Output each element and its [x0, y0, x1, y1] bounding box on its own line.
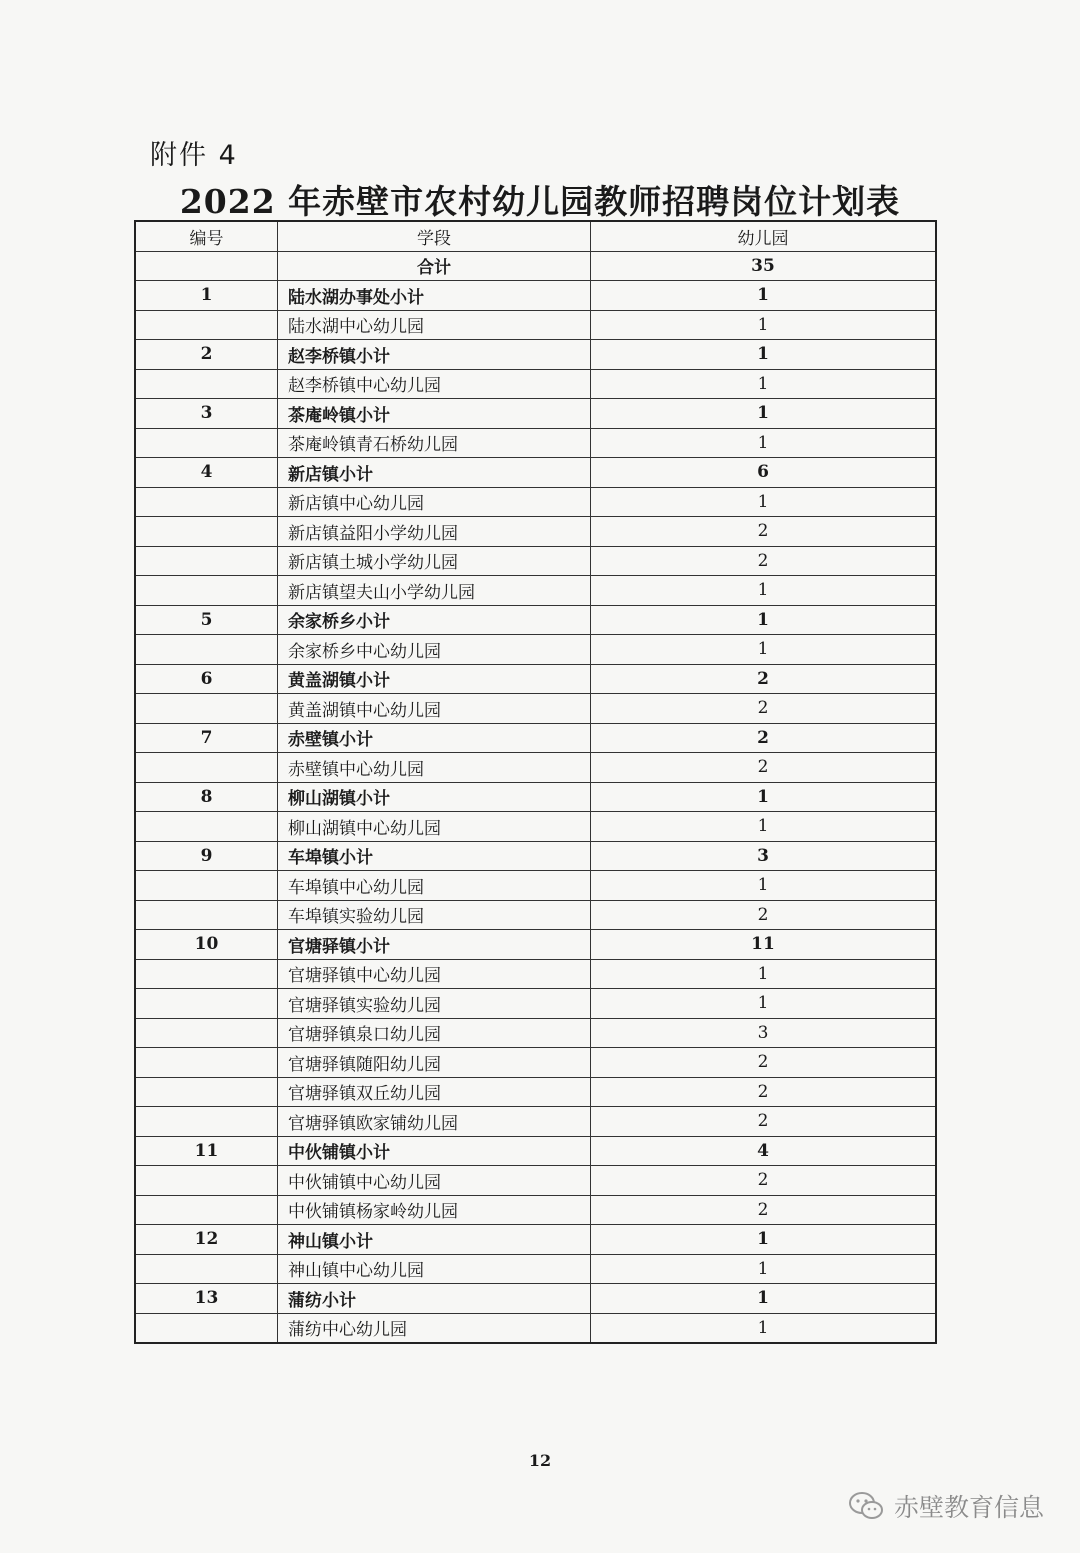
- table-row: [135, 1018, 936, 1048]
- row-number: [135, 1048, 278, 1078]
- subtotal-row: [135, 930, 936, 960]
- watermark-text: 赤壁教育信息: [893, 1493, 1044, 1522]
- row-value: 1: [591, 1284, 937, 1314]
- subtotal-row: [135, 605, 936, 635]
- row-value: 1: [591, 1225, 937, 1255]
- row-value: 2: [591, 517, 937, 547]
- row-number: [135, 871, 278, 901]
- row-value: 1: [591, 1313, 937, 1343]
- wechat-icon: [848, 1491, 884, 1521]
- row-value: 2: [591, 1166, 937, 1196]
- row-value: 2: [591, 1077, 937, 1107]
- row-number: 1: [135, 281, 278, 311]
- table-row: [135, 635, 936, 665]
- row-number: [135, 1107, 278, 1137]
- row-name: 赵李桥镇中心幼儿园: [278, 369, 591, 399]
- table-row: [135, 900, 936, 930]
- subtotal-row: [135, 458, 936, 488]
- row-number: [135, 1313, 278, 1343]
- table-row: [135, 1254, 936, 1284]
- row-number: 5: [135, 605, 278, 635]
- header-segment: 学段: [278, 221, 591, 251]
- row-name: 赤壁镇小计: [278, 723, 591, 753]
- table-row: [135, 1077, 936, 1107]
- header-number: 编号: [135, 221, 278, 251]
- row-number: [135, 310, 278, 340]
- row-number: 6: [135, 664, 278, 694]
- row-number: [135, 1254, 278, 1284]
- row-number: [135, 517, 278, 547]
- total-row: [135, 251, 936, 281]
- row-number: [135, 1077, 278, 1107]
- table-row: [135, 310, 936, 340]
- row-value: 1: [591, 605, 937, 635]
- subtotal-row: [135, 841, 936, 871]
- row-value: 2: [591, 546, 937, 576]
- row-name: 陆水湖中心幼儿园: [278, 310, 591, 340]
- row-number: 3: [135, 399, 278, 429]
- row-value: 2: [591, 753, 937, 783]
- subtotal-row: [135, 340, 936, 370]
- row-name: 车埠镇中心幼儿园: [278, 871, 591, 901]
- watermark: [848, 1488, 1044, 1524]
- row-value: 2: [591, 664, 937, 694]
- document-title: 2022 年赤壁市农村幼儿园教师招聘岗位计划表: [179, 182, 901, 221]
- row-name: 赵李桥镇小计: [278, 340, 591, 370]
- row-number: [135, 1195, 278, 1225]
- subtotal-row: [135, 399, 936, 429]
- row-number: 12: [135, 1225, 278, 1255]
- table-row: [135, 812, 936, 842]
- row-name: 柳山湖镇小计: [278, 782, 591, 812]
- table-row: [135, 871, 936, 901]
- table-header-row: [135, 221, 936, 251]
- row-name: 官塘驿镇实验幼儿园: [278, 989, 591, 1019]
- row-number: [135, 369, 278, 399]
- row-name: 新店镇中心幼儿园: [278, 487, 591, 517]
- row-value: 2: [591, 1048, 937, 1078]
- row-name: 官塘驿镇中心幼儿园: [278, 959, 591, 989]
- table-row: [135, 428, 936, 458]
- row-value: 1: [591, 281, 937, 311]
- row-value: 2: [591, 1195, 937, 1225]
- row-name: 茶庵岭镇小计: [278, 399, 591, 429]
- row-value: 6: [591, 458, 937, 488]
- subtotal-row: [135, 1136, 936, 1166]
- total-value: 35: [591, 251, 937, 281]
- page-number: 12: [528, 1451, 552, 1470]
- row-value: 3: [591, 1018, 937, 1048]
- row-name: 蒲纺小计: [278, 1284, 591, 1314]
- row-value: 1: [591, 989, 937, 1019]
- row-number: [135, 576, 278, 606]
- row-number: [135, 959, 278, 989]
- recruitment-plan-table: [134, 220, 937, 1344]
- row-value: 3: [591, 841, 937, 871]
- row-name: 车埠镇小计: [278, 841, 591, 871]
- row-number: [135, 487, 278, 517]
- row-name: 神山镇小计: [278, 1225, 591, 1255]
- table-row: [135, 1048, 936, 1078]
- table-row: [135, 1313, 936, 1343]
- row-number: 10: [135, 930, 278, 960]
- row-name: 中伙铺镇中心幼儿园: [278, 1166, 591, 1196]
- row-value: 1: [591, 369, 937, 399]
- row-name: 余家桥乡中心幼儿园: [278, 635, 591, 665]
- table-row: [135, 1166, 936, 1196]
- row-name: 官塘驿镇小计: [278, 930, 591, 960]
- subtotal-row: [135, 782, 936, 812]
- row-value: 2: [591, 723, 937, 753]
- subtotal-row: [135, 1225, 936, 1255]
- row-value: 1: [591, 871, 937, 901]
- row-number: 9: [135, 841, 278, 871]
- table-row: [135, 959, 936, 989]
- row-name: 神山镇中心幼儿园: [278, 1254, 591, 1284]
- row-number: [135, 1166, 278, 1196]
- row-name: 官塘驿镇随阳幼儿园: [278, 1048, 591, 1078]
- table-row: [135, 369, 936, 399]
- row-number: [135, 812, 278, 842]
- table-row: [135, 753, 936, 783]
- row-name: 新店镇小计: [278, 458, 591, 488]
- header-kindergarten: 幼儿园: [591, 221, 937, 251]
- table-row: [135, 517, 936, 547]
- subtotal-row: [135, 723, 936, 753]
- table-row: [135, 1107, 936, 1137]
- row-value: 1: [591, 340, 937, 370]
- row-number: [135, 694, 278, 724]
- row-name: 蒲纺中心幼儿园: [278, 1313, 591, 1343]
- row-name: 余家桥乡小计: [278, 605, 591, 635]
- row-name: 车埠镇实验幼儿园: [278, 900, 591, 930]
- row-value: 1: [591, 428, 937, 458]
- row-name: 官塘驿镇泉口幼儿园: [278, 1018, 591, 1048]
- row-name: 柳山湖镇中心幼儿园: [278, 812, 591, 842]
- row-name: 新店镇土城小学幼儿园: [278, 546, 591, 576]
- row-name: 陆水湖办事处小计: [278, 281, 591, 311]
- subtotal-row: [135, 281, 936, 311]
- row-number: 2: [135, 340, 278, 370]
- subtotal-row: [135, 664, 936, 694]
- row-number: [135, 1018, 278, 1048]
- row-number: 7: [135, 723, 278, 753]
- table-body: [135, 251, 936, 1343]
- table-row: [135, 576, 936, 606]
- row-value: 2: [591, 900, 937, 930]
- row-number: [135, 428, 278, 458]
- row-name: 新店镇益阳小学幼儿园: [278, 517, 591, 547]
- row-value: 1: [591, 782, 937, 812]
- row-number: 11: [135, 1136, 278, 1166]
- row-name: 中伙铺镇小计: [278, 1136, 591, 1166]
- row-number: [135, 753, 278, 783]
- row-value: 2: [591, 694, 937, 724]
- table-row: [135, 487, 936, 517]
- row-name: 黄盖湖镇中心幼儿园: [278, 694, 591, 724]
- total-number-cell: [135, 251, 278, 281]
- row-value: 1: [591, 576, 937, 606]
- row-name: 官塘驿镇欧家铺幼儿园: [278, 1107, 591, 1137]
- row-value: 11: [591, 930, 937, 960]
- total-label: 合计: [278, 251, 591, 281]
- row-value: 1: [591, 635, 937, 665]
- row-value: 1: [591, 959, 937, 989]
- row-value: 2: [591, 1107, 937, 1137]
- row-name: 新店镇望夫山小学幼儿园: [278, 576, 591, 606]
- row-value: 4: [591, 1136, 937, 1166]
- attachment-label: 附件 4: [150, 140, 238, 171]
- row-value: 1: [591, 487, 937, 517]
- row-number: 13: [135, 1284, 278, 1314]
- row-value: 1: [591, 812, 937, 842]
- row-name: 官塘驿镇双丘幼儿园: [278, 1077, 591, 1107]
- row-number: 4: [135, 458, 278, 488]
- row-number: [135, 635, 278, 665]
- row-value: 1: [591, 310, 937, 340]
- subtotal-row: [135, 1284, 936, 1314]
- row-name: 赤壁镇中心幼儿园: [278, 753, 591, 783]
- row-name: 茶庵岭镇青石桥幼儿园: [278, 428, 591, 458]
- row-number: [135, 900, 278, 930]
- row-value: 1: [591, 399, 937, 429]
- table-row: [135, 694, 936, 724]
- table-row: [135, 1195, 936, 1225]
- table-row: [135, 546, 936, 576]
- row-number: [135, 546, 278, 576]
- row-value: 1: [591, 1254, 937, 1284]
- row-number: [135, 989, 278, 1019]
- row-name: 中伙铺镇杨家岭幼儿园: [278, 1195, 591, 1225]
- table-row: [135, 989, 936, 1019]
- row-number: 8: [135, 782, 278, 812]
- row-name: 黄盖湖镇小计: [278, 664, 591, 694]
